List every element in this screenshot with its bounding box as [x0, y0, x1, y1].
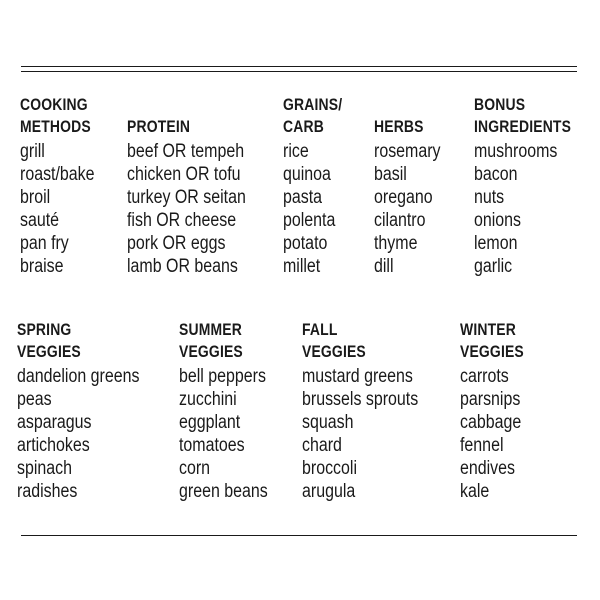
list-item: thyme [374, 233, 418, 254]
column-herbs [374, 92, 453, 278]
list-item: polenta [283, 210, 336, 231]
list-item: oregano [374, 187, 433, 208]
list-item: bacon [474, 164, 518, 185]
column-grains-carb [283, 92, 355, 278]
list-item: squash [302, 412, 354, 433]
list-item: nuts [474, 187, 505, 208]
list-item: mushrooms [474, 141, 558, 162]
list-item: basil [374, 164, 407, 185]
list-item: pasta [283, 187, 323, 208]
list-item: beef OR tempeh [127, 141, 245, 162]
column-bonus-ingredients [474, 92, 592, 278]
list-item: carrots [460, 366, 509, 387]
top-double-rule-lower [21, 71, 577, 72]
bottom-rule [21, 535, 577, 536]
column-winter-veggies [460, 317, 538, 503]
list-item: fennel [460, 435, 504, 456]
top-double-rule-upper [21, 66, 577, 67]
list-item: millet [283, 256, 321, 277]
list-item: onions [474, 210, 522, 231]
column-cooking-methods [20, 92, 109, 278]
list-item: rosemary [374, 141, 441, 162]
list-item: rice [283, 141, 309, 162]
column-summer-veggies [179, 317, 285, 503]
column-heading: COOKING METHODS [20, 95, 91, 136]
list-item: bell peppers [179, 366, 266, 387]
list-item: dandelion greens [17, 366, 140, 387]
list-item: tomatoes [179, 435, 245, 456]
list-item: lamb OR beans [127, 256, 238, 277]
list-item: kale [460, 481, 490, 502]
list-item: garlic [474, 256, 513, 277]
list-item: corn [179, 458, 211, 479]
list-item: asparagus [17, 412, 92, 433]
list-item: fish OR cheese [127, 210, 237, 231]
column-heading: PROTEIN [127, 117, 191, 136]
list-item: cabbage [460, 412, 522, 433]
list-item: broccoli [302, 458, 358, 479]
column-heading: HERBS [374, 117, 424, 136]
column-spring-veggies [17, 317, 163, 503]
list-item: cilantro [374, 210, 426, 231]
list-item: lemon [474, 233, 518, 254]
list-item: brussels sprouts [302, 389, 419, 410]
column-heading: BONUS INGREDIENTS [474, 95, 572, 136]
list-item: sauté [20, 210, 60, 231]
column-fall-veggies [302, 317, 440, 503]
list-item: chard [302, 435, 342, 456]
list-item: eggplant [179, 412, 241, 433]
list-item: roast/bake [20, 164, 95, 185]
list-item: arugula [302, 481, 356, 502]
list-item: quinoa [283, 164, 331, 185]
list-item: braise [20, 256, 64, 277]
list-item: pan fry [20, 233, 69, 254]
list-item: parsnips [460, 389, 521, 410]
column-heading: SUMMER VEGGIES [179, 320, 243, 361]
column-heading: SPRING VEGGIES [17, 320, 81, 361]
column-heading: WINTER VEGGIES [460, 320, 524, 361]
list-item: spinach [17, 458, 73, 479]
list-item: peas [17, 389, 52, 410]
column-heading: FALL VEGGIES [302, 320, 366, 361]
list-item: mustard greens [302, 366, 413, 387]
list-item: broil [20, 187, 51, 208]
list-item: dill [374, 256, 394, 277]
list-item: pork OR eggs [127, 233, 226, 254]
column-heading: GRAINS/ CARB [283, 95, 343, 136]
list-item: artichokes [17, 435, 90, 456]
list-item: grill [20, 141, 45, 162]
list-item: endives [460, 458, 516, 479]
list-item: turkey OR seitan [127, 187, 246, 208]
list-item: radishes [17, 481, 78, 502]
list-item: green beans [179, 481, 268, 502]
list-item: chicken OR tofu [127, 164, 241, 185]
column-protein [127, 92, 269, 278]
list-item: zucchini [179, 389, 237, 410]
list-item: potato [283, 233, 328, 254]
